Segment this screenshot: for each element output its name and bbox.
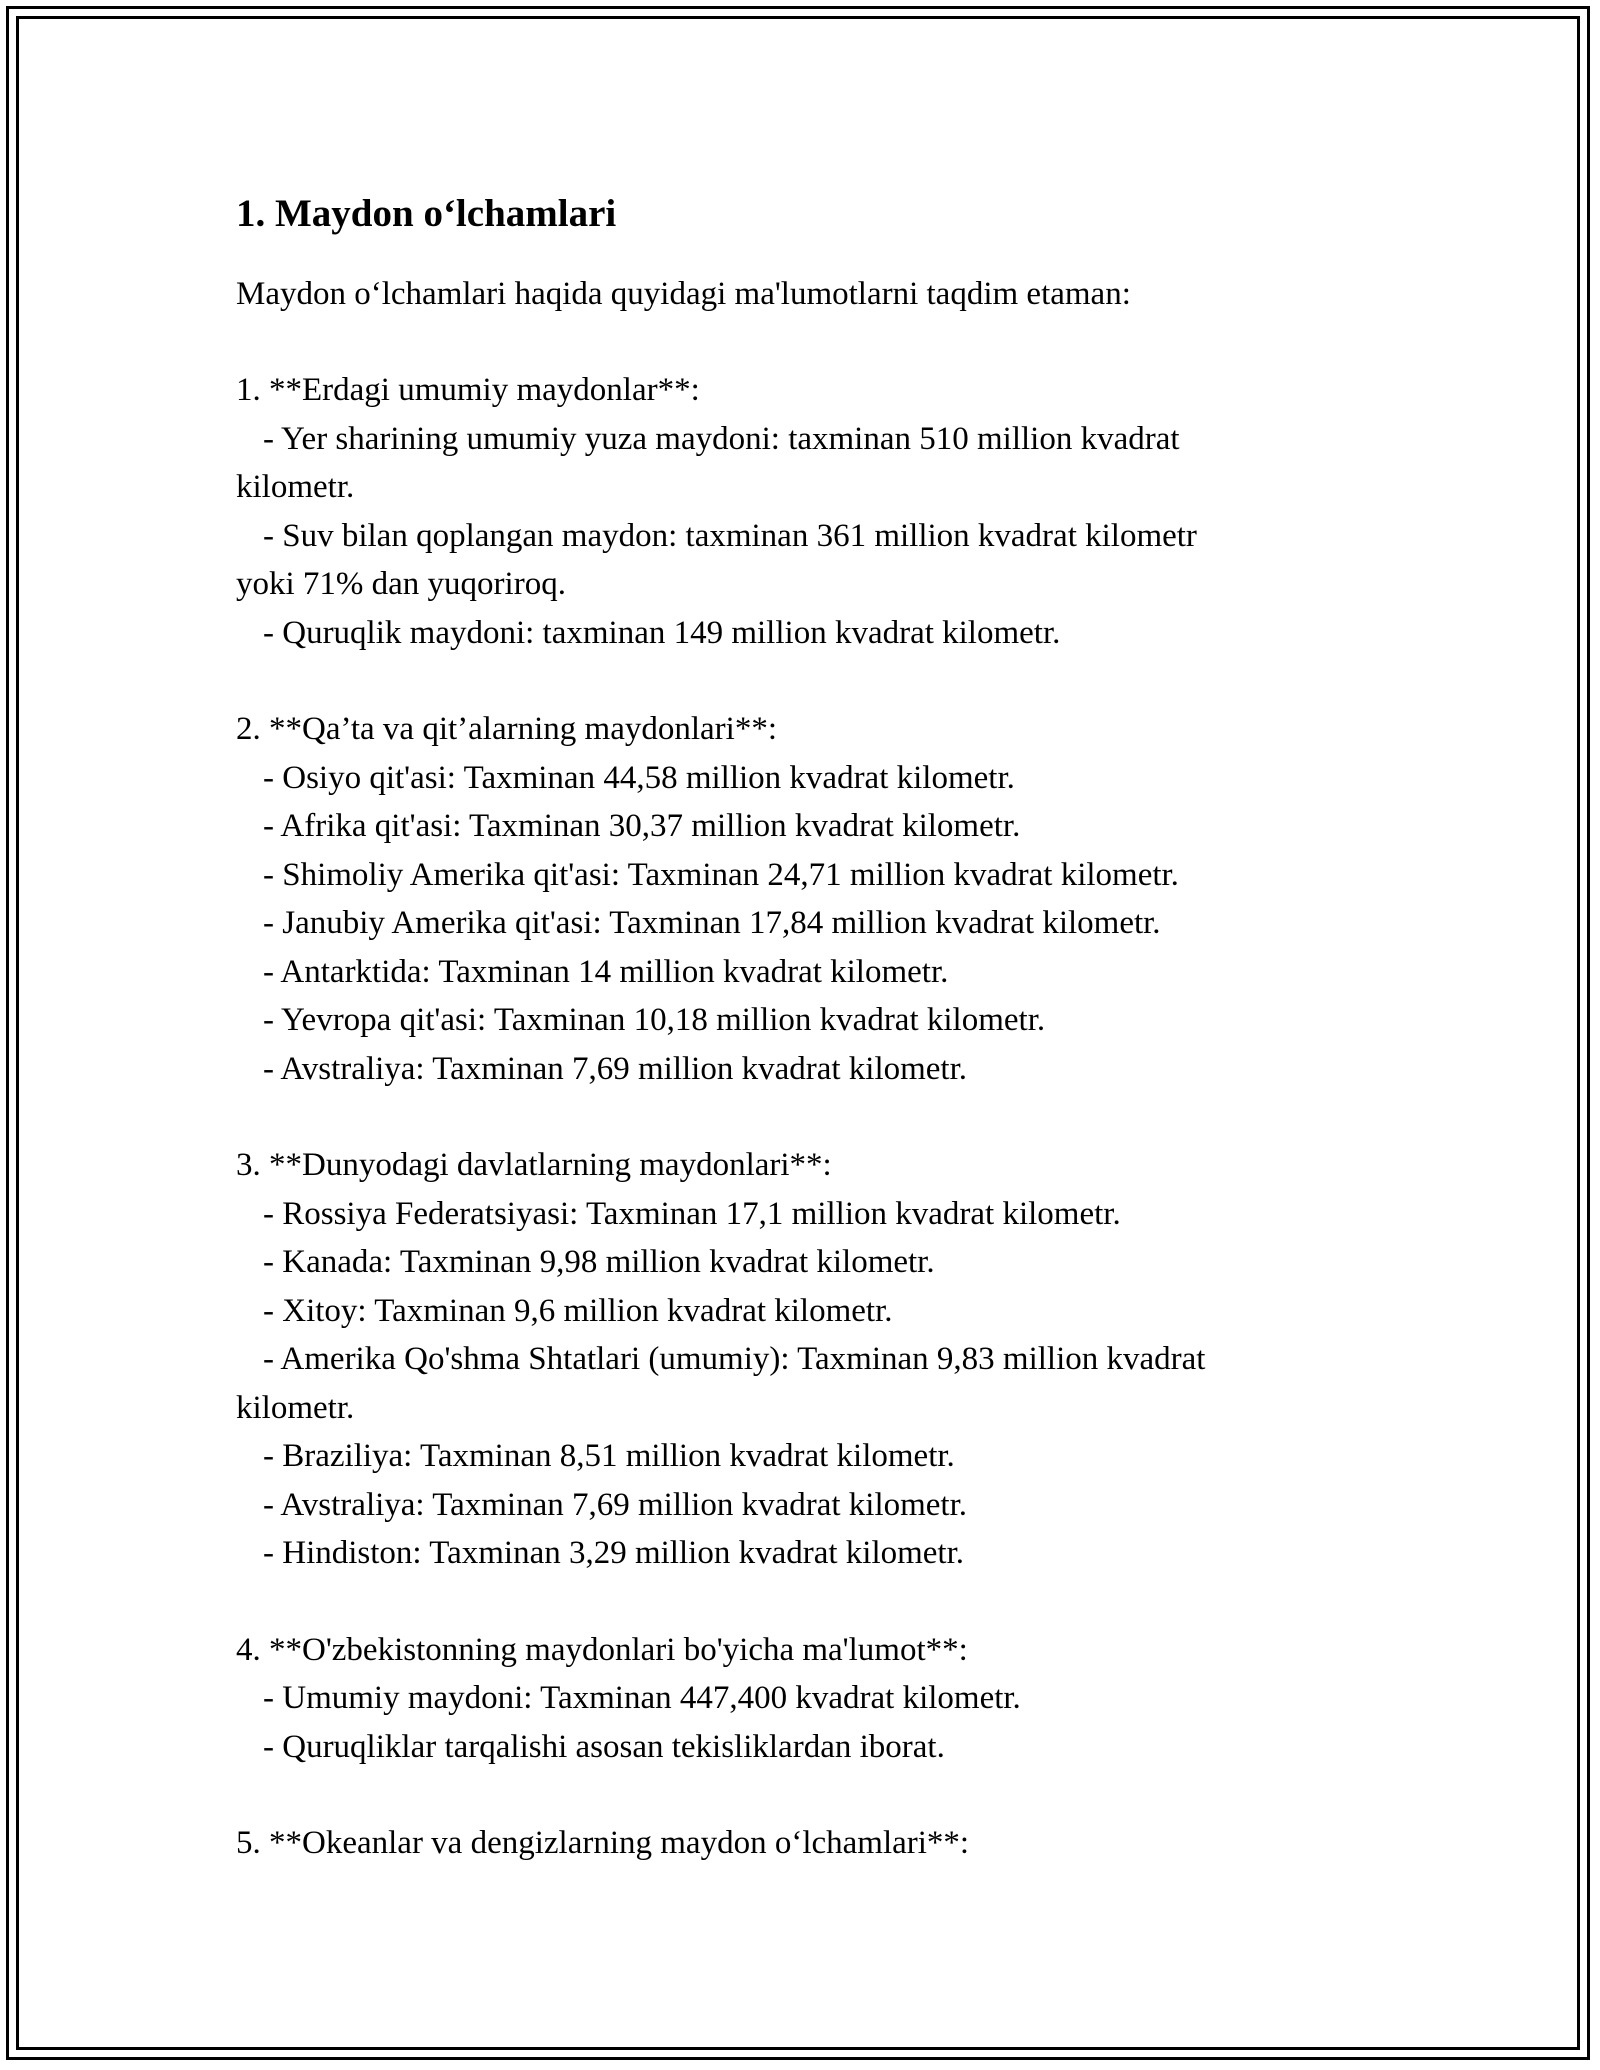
list-item: - Umumiy maydoni: Taxminan 447,400 kvadrat kilometr. xyxy=(263,1680,1021,1716)
list-item: - Yer sharining umumiy yuza maydoni: taxminan 510 million kvadrat xyxy=(263,420,1180,457)
list-item: - Braziliya: Taxminan 8,51 million kvadrat kilometr. xyxy=(263,1438,955,1474)
list-item: - Shimoliy Amerika qit'asi: Taxminan 24,71 million kvadrat kilometr. xyxy=(263,856,1179,893)
list-item: - Osiyo qit'asi: Taxminan 44,58 million kvadrat kilometr. xyxy=(263,759,1015,796)
list-item-continuation: yoki 71% dan yuqoriroq. xyxy=(236,566,566,602)
section-gap xyxy=(236,1578,1386,1626)
intro-paragraph: Maydon o‘lchamlari haqida quyidagi ma'lumotlarni taqdim etaman: xyxy=(236,276,1131,312)
section-title: 1. **Erdagi umumiy maydonlar**: xyxy=(236,372,700,408)
section-1 xyxy=(236,366,1386,657)
list-item: - Xitoy: Taxminan 9,6 million kvadrat kilometr. xyxy=(263,1292,893,1329)
section-title: 5. **Okeanlar va dengizlarning maydon o‘lchamlari**: xyxy=(236,1825,970,1861)
list-item: - Janubiy Amerika qit'asi: Taxminan 17,84 million kvadrat kilometr. xyxy=(263,905,1161,941)
section-3 xyxy=(236,1141,1386,1578)
list-item-continuation: kilometr. xyxy=(236,469,355,505)
list-item: - Hindiston: Taxminan 3,29 million kvadrat kilometr. xyxy=(263,1535,965,1571)
list-item: - Amerika Qo'shma Shtatlari (umumiy): Taxminan 9,83 million kvadrat xyxy=(263,1341,1206,1377)
section-gap xyxy=(236,657,1386,705)
list-item: - Rossiya Federatsiyasi: Taxminan 17,1 million kvadrat kilometr. xyxy=(263,1195,1121,1232)
list-item: - Avstraliya: Taxminan 7,69 million kvadrat kilometr. xyxy=(263,1486,968,1523)
section-4 xyxy=(236,1626,1386,1772)
list-item: - Kanada: Taxminan 9,98 million kvadrat kilometr. xyxy=(263,1244,935,1280)
list-item: - Afrika qit'asi: Taxminan 30,37 million kvadrat kilometr. xyxy=(263,808,1021,844)
page-title: 1. Maydon o‘lchamlari xyxy=(236,192,617,235)
list-item-continuation: kilometr. xyxy=(236,1389,355,1426)
document-body xyxy=(236,186,1386,1868)
list-item: - Quruqlik maydoni: taxminan 149 million kvadrat kilometr. xyxy=(263,614,1061,651)
section-gap xyxy=(236,1771,1386,1819)
list-item: - Yevropa qit'asi: Taxminan 10,18 million kvadrat kilometr. xyxy=(263,1002,1046,1038)
section-title: 4. **O'zbekistonning maydonlari bo'yicha ma'lumot**: xyxy=(236,1631,968,1668)
list-item: - Suv bilan qoplangan maydon: taxminan 361 million kvadrat kilometr xyxy=(263,517,1197,554)
section-title: 2. **Qa’ta va qit’alarning maydonlari**: xyxy=(236,711,777,747)
section-gap xyxy=(236,1093,1386,1141)
list-item: - Quruqliklar tarqalishi asosan tekisliklardan iborat. xyxy=(263,1728,945,1765)
section-5 xyxy=(236,1819,1386,1868)
section-title: 3. **Dunyodagi davlatlarning maydonlari**: xyxy=(236,1147,832,1183)
section-2 xyxy=(236,705,1386,1093)
list-item: - Avstraliya: Taxminan 7,69 million kvadrat kilometr. xyxy=(263,1050,968,1087)
list-item: - Antarktida: Taxminan 14 million kvadrat kilometr. xyxy=(263,953,949,990)
section-gap xyxy=(236,318,1386,366)
